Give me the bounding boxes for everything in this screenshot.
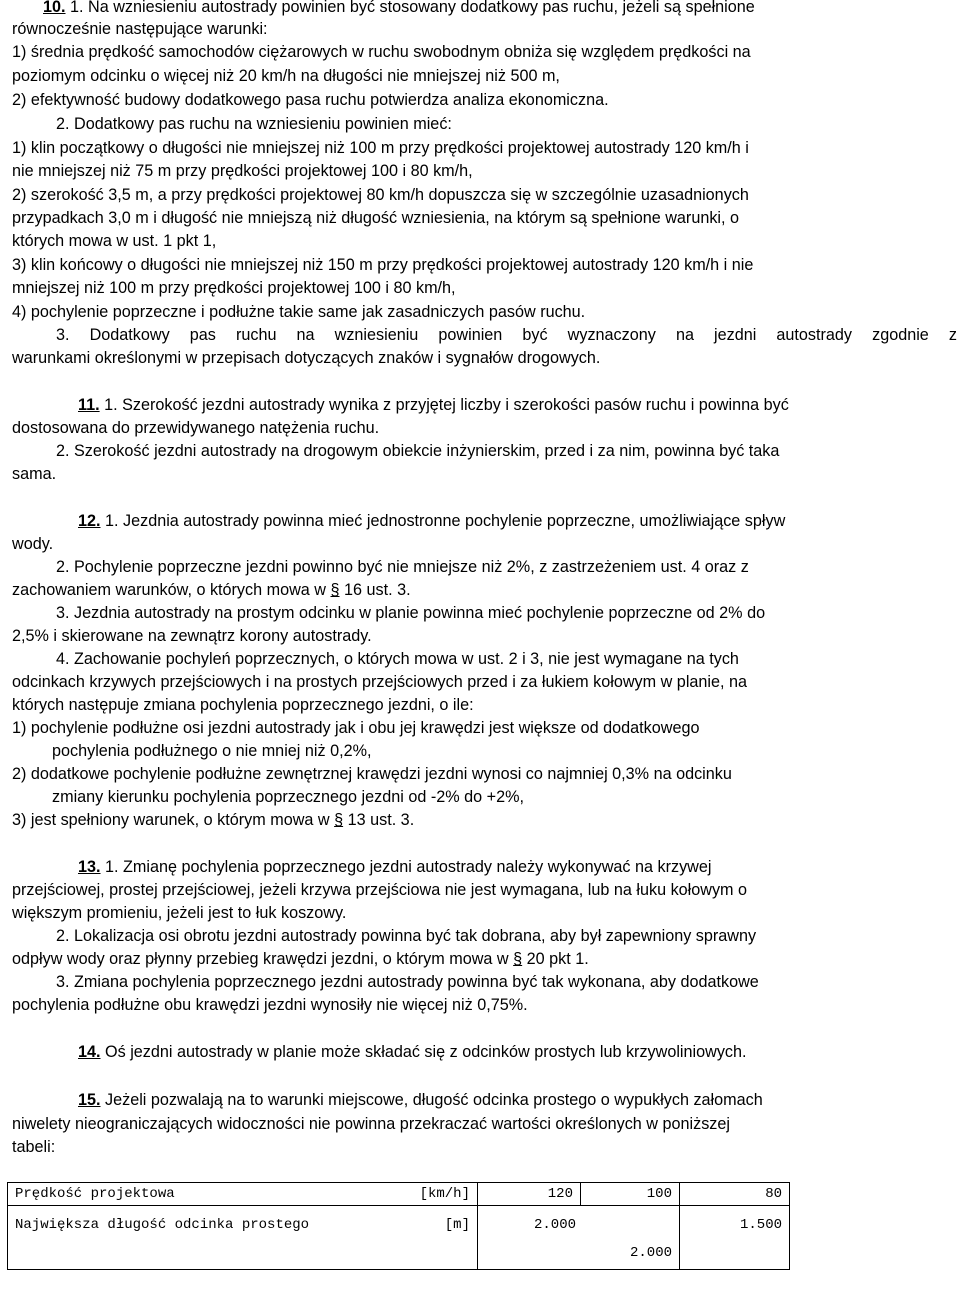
table-cell: 1.500 bbox=[680, 1206, 790, 1270]
paragraph-line: 3. Zmiana pochylenia poprzecznego jezdni autostrady powinna być tak wykonana, aby dodatkowe bbox=[56, 973, 759, 991]
paragraph-line: 2. Szerokość jezdni autostrady na drogowym obiekcie inżynierskim, przed i za nim, powinna być taka bbox=[56, 442, 780, 460]
paragraph-line: niwelety nieograniczających widoczności nie powinna przekraczać wartości określonych w poniższej bbox=[12, 1115, 730, 1133]
section-reference: 13 ust. 3. bbox=[347, 811, 415, 829]
paragraph-text: 1. Na wzniesieniu autostrady powinien być stosowany dodatkowy pas ruchu, jeżeli są spełnione bbox=[70, 0, 755, 16]
list-item: 4) pochylenie poprzeczne i podłużne takie same jak zasadniczych pasów ruchu. bbox=[12, 303, 586, 321]
section-number: 11. bbox=[78, 396, 100, 414]
paragraph-line: których mowa w ust. 1 pkt 1, bbox=[12, 232, 217, 250]
section-10 bbox=[12, 0, 755, 17]
section-number: 13. bbox=[78, 858, 101, 876]
paragraph-line: sama. bbox=[12, 465, 57, 483]
paragraph-text: zachowaniem warunków, o których mowa w bbox=[12, 581, 326, 599]
section-14 bbox=[12, 1042, 747, 1062]
section-symbol: § bbox=[513, 950, 523, 968]
section-reference: 16 ust. 3. bbox=[344, 581, 411, 599]
speed-length-table bbox=[7, 1182, 790, 1270]
paragraph-line: przypadkach 3,0 m i długość nie mniejszą niż długość wzniesienia, na którym są spełnione warunki, o bbox=[12, 209, 740, 227]
section-15 bbox=[12, 1090, 763, 1110]
paragraph-line: 2. Pochylenie poprzeczne jezdni powinno być nie mniejsze niż 2%, z zastrzeżeniem ust. 4 oraz z bbox=[56, 558, 749, 576]
list-item: 2) efektywność budowy dodatkowego pasa ruchu potwierdza analiza ekonomiczna. bbox=[12, 91, 609, 109]
unit-cell: [m] bbox=[325, 1206, 478, 1270]
section-number: 12. bbox=[78, 512, 101, 530]
paragraph-line: większym promieniu, jeżeli jest to łuk koszowy. bbox=[12, 904, 347, 922]
section-13 bbox=[12, 857, 711, 877]
paragraph-text: Jeżeli pozwalają na to warunki miejscowe, długość odcinka prostego o wypukłych załomach bbox=[105, 1091, 763, 1109]
list-item: 2) szerokość 3,5 m, a przy prędkości projektowej 80 km/h dopuszcza się w szczególnie uzasadnionych bbox=[12, 186, 749, 204]
table-cell: 80 bbox=[680, 1183, 790, 1206]
paragraph-line: pochylenia podłużne obu krawędzi jezdni wynosiły nie więcej niż 0,75%. bbox=[12, 996, 528, 1014]
paragraph-text: 1. Jezdnia autostrady powinna mieć jednostronne pochylenie poprzeczne, umożliwiające spływ bbox=[105, 512, 786, 530]
paragraph-line: przejściowej, prostej przejściowej, jeżeli krzywa przejściowa nie jest wymagana, lub na łuku kołowym o bbox=[12, 881, 748, 899]
paragraph-line: tabeli: bbox=[12, 1138, 56, 1156]
section-reference: 20 pkt 1. bbox=[526, 950, 589, 968]
section-number: 10. bbox=[43, 0, 66, 16]
section-number: 15. bbox=[78, 1091, 101, 1109]
paragraph-text: 1. Szerokość jezdni autostrady wynika z przyjętej liczby i szerokości pasów ruchu i powinna być bbox=[104, 396, 789, 414]
paragraph-line: 4. Zachowanie pochyleń poprzecznych, o których mowa w ust. 2 i 3, nie jest wymagane na tych bbox=[56, 650, 739, 668]
section-number: 14. bbox=[78, 1043, 101, 1061]
paragraph-line: 2. Lokalizacja osi obrotu jezdni autostrady powinna być tak dobrana, aby był zapewniony sprawny bbox=[56, 927, 757, 945]
row-label: Największa długość odcinka prostego bbox=[8, 1206, 326, 1270]
paragraph-line bbox=[12, 949, 589, 969]
paragraph-line bbox=[12, 580, 411, 600]
section-12 bbox=[12, 511, 785, 531]
paragraph-text: odpływ wody oraz płynny przebieg krawędzi jezdni, o którym mowa w bbox=[12, 950, 509, 968]
paragraph-line: nie mniejszej niż 75 m przy prędkości projektowej 100 i 80 km/h, bbox=[12, 162, 473, 180]
unit-cell: [km/h] bbox=[325, 1183, 478, 1206]
paragraph-text: 1. Zmianę pochylenia poprzecznego jezdni autostrady należy wykonywać na krzywej bbox=[105, 858, 712, 876]
paragraph-text: Oś jezdni autostrady w planie może składać się z odcinków prostych lub krzywoliniowych. bbox=[105, 1043, 747, 1061]
section-symbol: § bbox=[334, 811, 344, 829]
section-symbol: § bbox=[330, 581, 340, 599]
table-row bbox=[8, 1183, 790, 1206]
paragraph-line: wody. bbox=[12, 535, 54, 553]
paragraph-line: dostosowana do przewidywanego natężenia ruchu. bbox=[12, 419, 380, 437]
table-cell: 120 bbox=[478, 1183, 581, 1206]
paragraph-line: 3. Jezdnia autostrady na prostym odcinku w planie powinna mieć pochylenie poprzeczne od 2% do bbox=[56, 604, 766, 622]
paragraph-line: 3. Dodatkowy pas ruchu na wzniesieniu powinien być wyznaczony na jezdni autostrady zgodnie z bbox=[56, 326, 957, 344]
paragraph-line: 2,5% i skierowane na zewnątrz korony autostrady. bbox=[12, 627, 372, 645]
list-item: 3) klin końcowy o długości nie mniejszej niż 150 m przy prędkości projektowej autostrady 120 km/h i nie bbox=[12, 256, 754, 274]
section-11 bbox=[12, 395, 789, 415]
paragraph-line: zmiany kierunku pochylenia poprzecznego jezdni od -2% do +2%, bbox=[52, 788, 524, 806]
paragraph-line: poziomym odcinku o więcej niż 20 km/h na długości nie mniejszej niż 500 m, bbox=[12, 67, 560, 85]
list-item: 2) dodatkowe pochylenie podłużne zewnętrznej krawędzi jezdni wynosi co najmniej 0,3% na odcinku bbox=[12, 765, 732, 783]
list-item: 1) pochylenie podłużne osi jezdni autostrady jak i obu jej krawędzi jest większe od dodatkowego bbox=[12, 719, 700, 737]
paragraph-line: mniejszej niż 100 m przy prędkości projektowej 100 i 80 km/h, bbox=[12, 279, 456, 297]
paragraph-line: pochylenia podłużnego o nie mniej niż 0,2%, bbox=[52, 742, 372, 760]
paragraph-text: 3) jest spełniony warunek, o którym mowa w bbox=[12, 811, 330, 829]
list-item bbox=[12, 810, 414, 830]
paragraph-line: odcinkach krzywych przejściowych i na prostych przejściowych przed i za łukiem kołowym w planie, na bbox=[12, 673, 748, 691]
list-item: 1) klin początkowy o długości nie mniejszej niż 100 m przy prędkości projektowej autostrady 120 km/h i bbox=[12, 139, 749, 157]
paragraph-line: warunkami określonymi w przepisach dotyczących znaków i sygnałów drogowych. bbox=[12, 349, 601, 367]
paragraph-line: równocześnie następujące warunki: bbox=[12, 20, 268, 38]
table-cell: 100 bbox=[581, 1183, 680, 1206]
row-label: Prędkość projektowa bbox=[8, 1183, 326, 1206]
table-cell bbox=[478, 1206, 680, 1270]
value-120: 2.000 bbox=[533, 1217, 576, 1233]
paragraph-line: których następuje zmiana pochylenia poprzecznego jezdni, o ile: bbox=[12, 696, 474, 714]
table-row bbox=[8, 1206, 790, 1270]
value-100: 2.000 bbox=[629, 1245, 672, 1261]
paragraph-line: 2. Dodatkowy pas ruchu na wzniesieniu powinien mieć: bbox=[56, 115, 452, 133]
list-item: 1) średnia prędkość samochodów ciężarowych w ruchu swobodnym obniża się względem prędkości na bbox=[12, 43, 751, 61]
